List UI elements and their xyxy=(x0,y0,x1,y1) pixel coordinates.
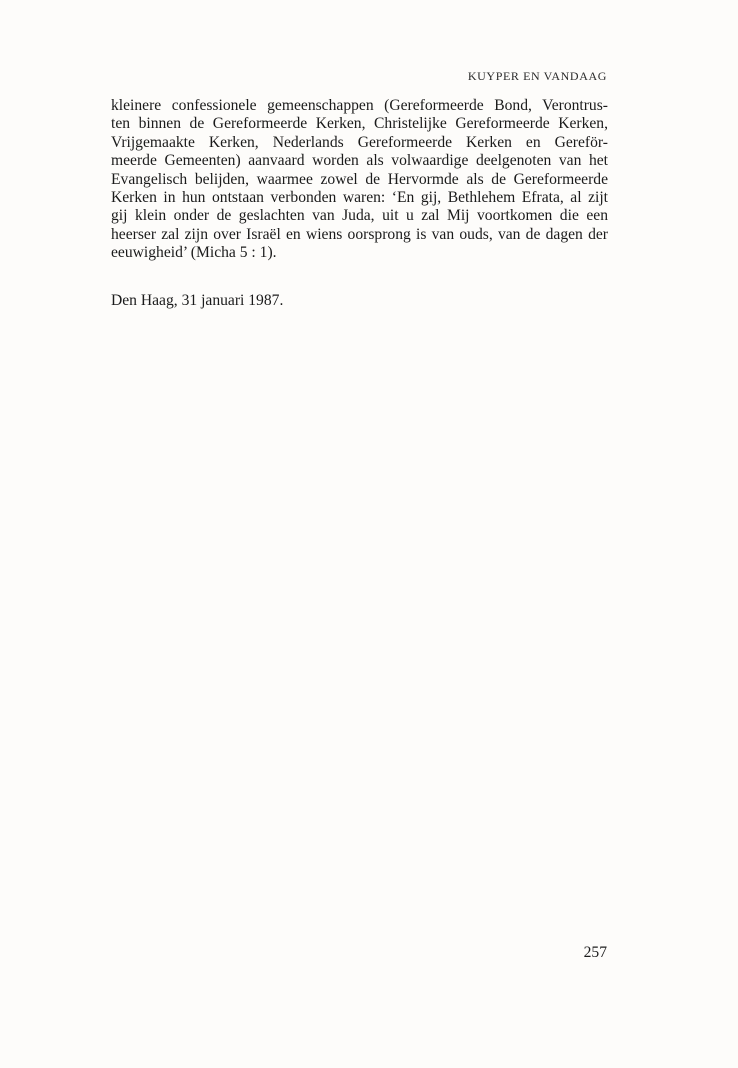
body-line: ten binnen de Gereformeerde Kerken, Christelijke Gereformeerde Kerken, xyxy=(111,115,608,133)
body-line: Vrijgemaakte Kerken, Nederlands Gereformeerde Kerken en Gereför- xyxy=(111,133,608,151)
body-line: Kerken in hun ontstaan verbonden waren: ‘En gij, Bethlehem Efrata, al zijt xyxy=(111,189,608,207)
running-head: KUYPER EN VANDAAG xyxy=(467,69,607,83)
body-line: heerser zal zijn over Israël en wiens oorsprong is van ouds, van de dagen der xyxy=(111,225,608,243)
body-paragraph xyxy=(111,97,608,263)
body-line: gij klein onder de geslachten van Juda, uit u zal Mij voortkomen die een xyxy=(111,207,608,225)
place-date-signature: Den Haag, 31 januari 1987. xyxy=(111,292,284,309)
body-line: kleinere confessionele gemeenschappen (Gereformeerde Bond, Verontrus- xyxy=(111,97,608,114)
page-number: 257 xyxy=(583,944,607,961)
body-line: eeuwigheid’ (Micha 5 : 1). xyxy=(111,244,277,262)
body-line: Evangelisch belijden, waarmee zowel de Hervormde als de Gereformeerde xyxy=(111,170,608,188)
body-line: meerde Gemeenten) aanvaard worden als volwaardige deelgenoten van het xyxy=(111,152,608,170)
